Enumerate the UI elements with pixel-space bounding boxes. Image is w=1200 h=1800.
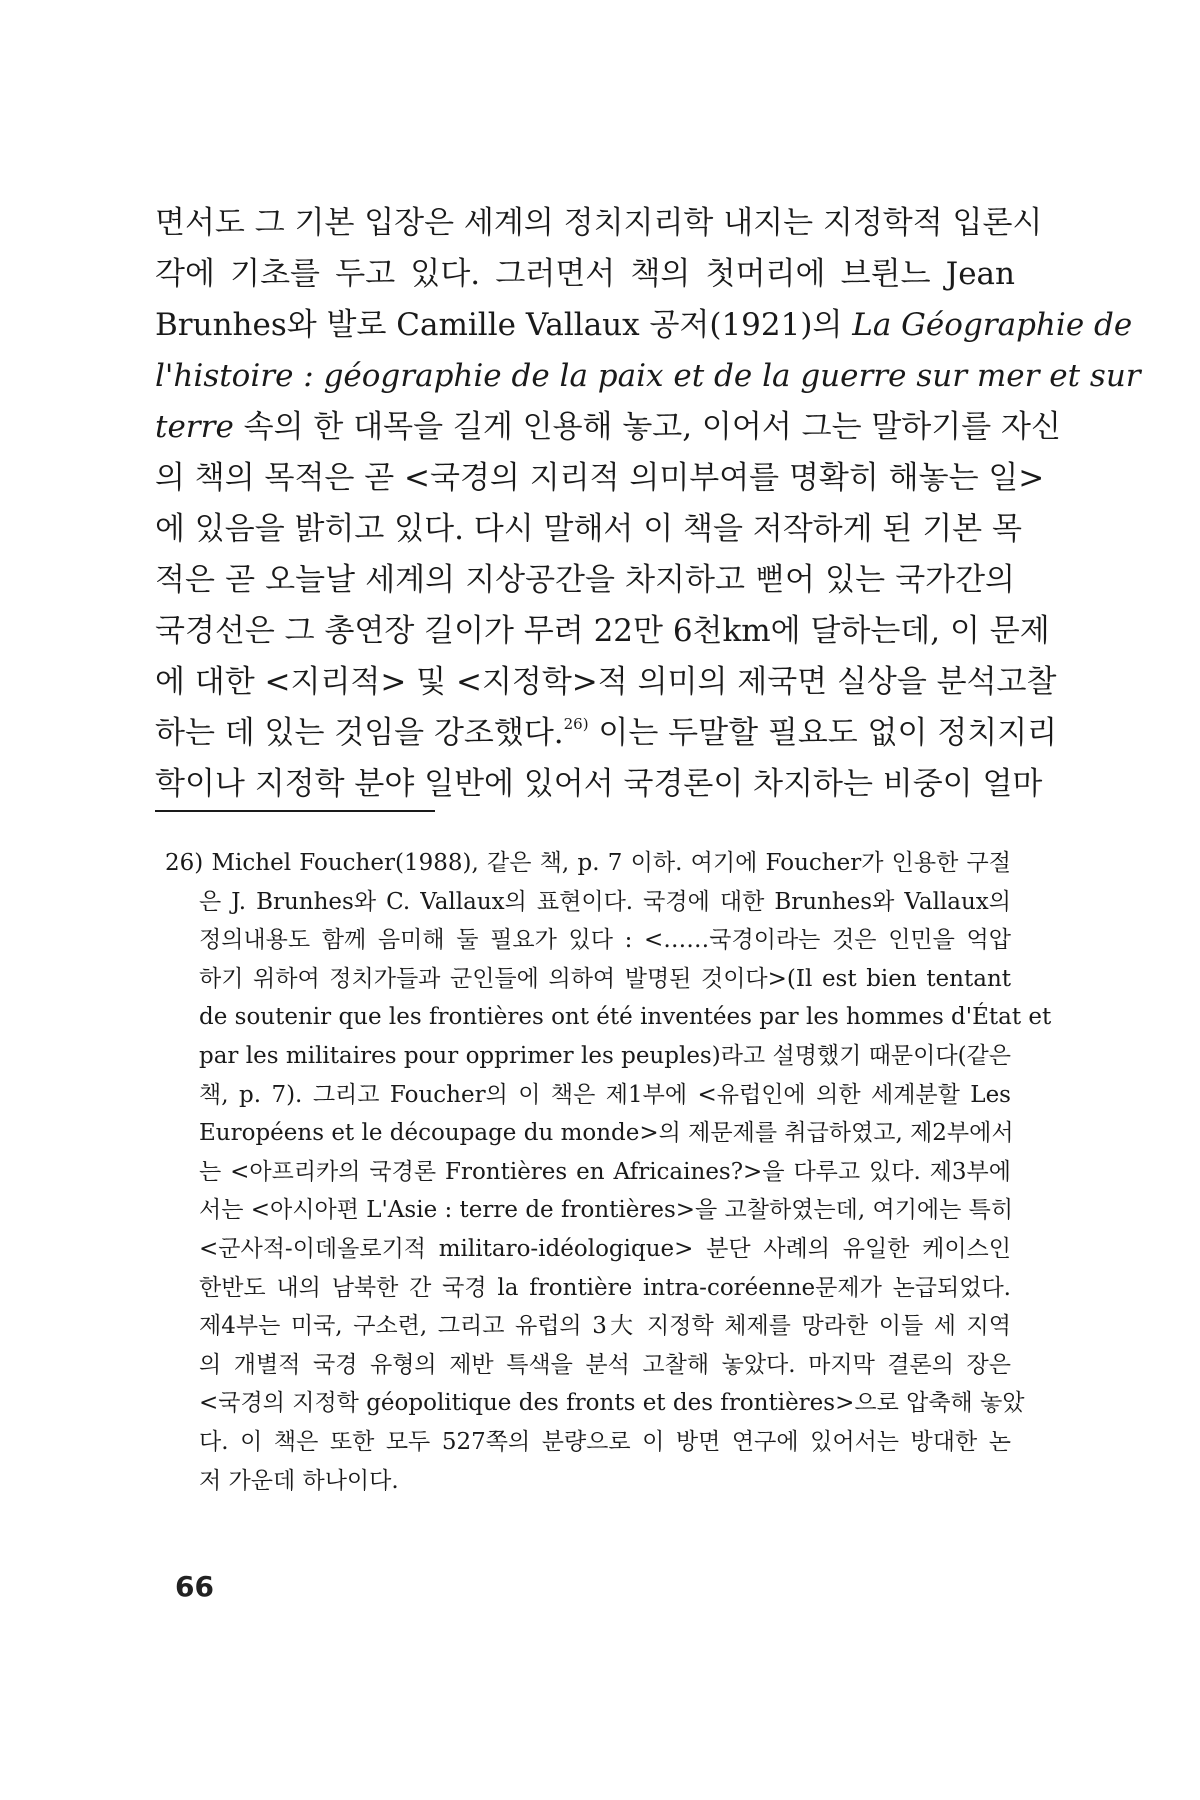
book-title-italic: l'histoire : géographie de la paix et de la guerre sur mer et sur: [155, 358, 1141, 394]
footnote-divider: [155, 810, 435, 812]
body-line: [155, 402, 1061, 453]
footnote-line: 저 가운데 하나이다.: [199, 1467, 399, 1494]
footnote-line: 다. 이 책은 또한 모두 527쪽의 분량으로 이 방면 연구에 있어서는 방대한 논: [199, 1428, 1011, 1455]
body-line: [155, 351, 1141, 402]
page-number: 66: [175, 1570, 214, 1603]
footnote-26: [165, 844, 1052, 1500]
footnote-line: 정의내용도 함께 음미해 둘 필요가 있다 : <……국경이라는 것은 인민을 억압: [199, 927, 1011, 954]
body-line-text: 하는 데 있는 것임을 강조했다.: [155, 715, 564, 751]
body-line: 각에 기초를 두고 있다. 그러면서 책의 첫머리에 브륀느 Jean: [155, 256, 1015, 292]
footnote-line: 서는 <아시아편 L'Asie : terre de frontières>을 고찰하였는데, 여기에는 특히: [199, 1197, 1014, 1224]
body-line-text: 속의 한 대목을 길게 인용해 놓고, 이어서 그는 말하기를 자신: [233, 409, 1061, 445]
body-line: 에 대한 <지리적> 및 <지정학>적 의미의 제국면 실상을 분석고찰: [155, 664, 1057, 700]
main-body-text: [155, 198, 1141, 810]
body-line: 에 있음을 밝히고 있다. 다시 말해서 이 책을 저작하게 된 기본 목: [155, 511, 1022, 547]
body-line: [155, 708, 1058, 759]
footnote-line: 한반도 내의 남북한 간 국경 la frontière intra-coréenne문제가 논급되었다.: [199, 1274, 1011, 1301]
footnote-line: <국경의 지정학 géopolitique des fronts et des frontières>으로 압축해 놓았: [199, 1390, 1025, 1417]
body-line-text: Brunhes와 발로 Camille Vallaux 공저(1921)의: [155, 307, 853, 343]
footnote-line: de soutenir que les frontières ont été inventées par les hommes d'État et: [199, 1004, 1052, 1031]
footnote-line: 의 개별적 국경 유형의 제반 특색을 분석 고찰해 놓았다. 마지막 결론의 장은: [199, 1351, 1011, 1378]
footnote-line: <군사적-이데올로기적 militaro-idéologique> 분단 사례의 유일한 케이스인: [199, 1235, 1011, 1262]
body-line: 의 책의 목적은 곧 <국경의 지리적 의미부여를 명확히 해놓는 일>: [155, 460, 1045, 496]
body-line: 학이나 지정학 분야 일반에 있어서 국경론이 차지하는 비중이 얼마: [155, 766, 1043, 802]
footnote-line: 하기 위하여 정치가들과 군인들에 의하여 발명된 것이다>(Il est bien tentant: [199, 965, 1011, 992]
footnote-line: 는 <아프리카의 국경론 Frontières en Africaines?>을 다루고 있다. 제3부에: [199, 1158, 1011, 1185]
footnote-line: 책, p. 7). 그리고 Foucher의 이 책은 제1부에 <유럽인에 의한 세계분할 Les: [199, 1081, 1011, 1108]
footnote-line: 26) Michel Foucher(1988), 같은 책, p. 7 이하. 여기에 Foucher가 인용한 구절: [165, 850, 1011, 876]
footnote-line: par les militaires pour opprimer les peuples)라고 설명했기 때문이다(같은: [199, 1042, 1011, 1069]
footnote-reference: 26): [563, 715, 589, 733]
book-title-italic: La Géographie de: [852, 307, 1133, 343]
footnote-line: 은 J. Brunhes와 C. Vallaux의 표현이다. 국경에 대한 Brunhes와 Vallaux의: [199, 888, 1011, 915]
body-line: 국경선은 그 총연장 길이가 무려 22만 6천km에 달하는데, 이 문제: [155, 613, 1050, 649]
body-line: 면서도 그 기본 입장은 세계의 정치지리학 내지는 지정학적 입론시: [155, 205, 1043, 241]
footnote-line: 제4부는 미국, 구소련, 그리고 유럽의 3大 지정학 체제를 망라한 이들 세 지역: [199, 1313, 1011, 1340]
book-title-italic: terre: [155, 409, 234, 445]
body-line: [155, 300, 1133, 351]
footnote-line: Européens et le découpage du monde>의 제문제를 취급하였고, 제2부에서: [199, 1120, 1014, 1147]
body-line: 적은 곧 오늘날 세계의 지상공간을 차지하고 뻗어 있는 국가간의: [155, 562, 1015, 598]
body-line-text: 이는 두말할 필요도 없이 정치지리: [588, 715, 1058, 751]
